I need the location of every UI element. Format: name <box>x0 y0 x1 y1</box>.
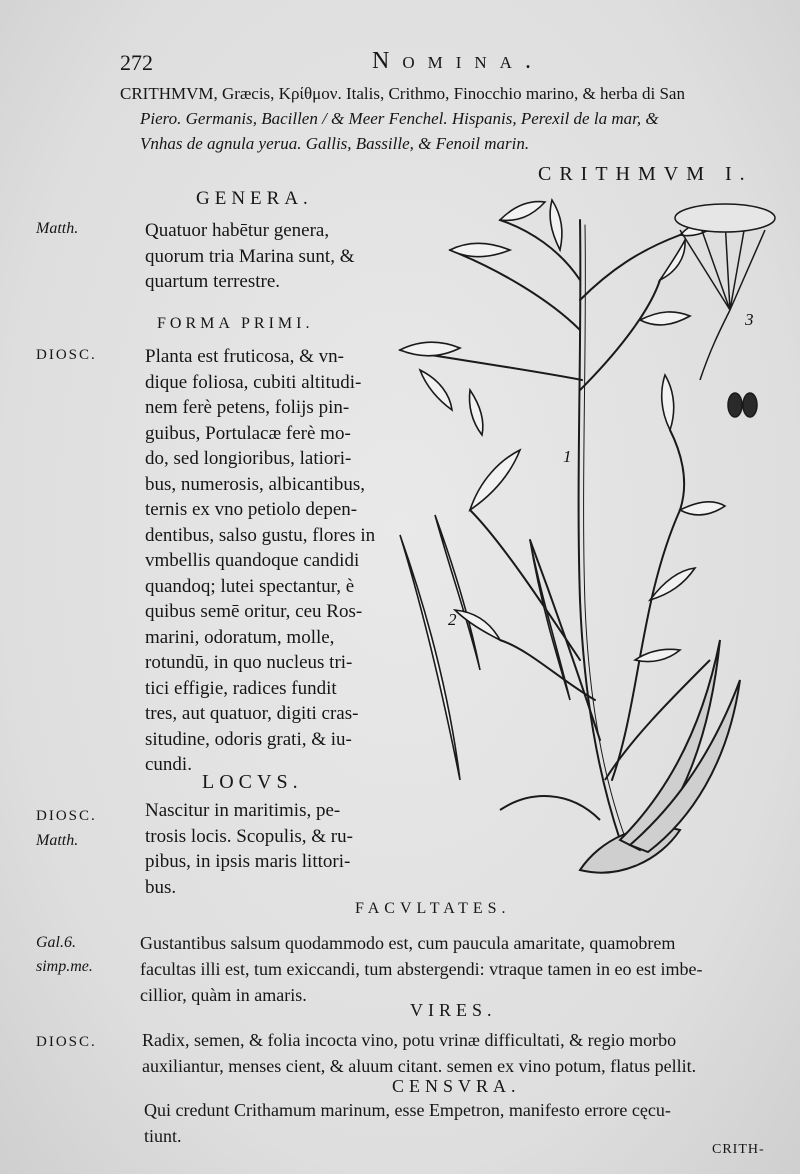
text-line: dentibus, salso gustu, flores in <box>145 524 376 546</box>
branch <box>450 250 580 330</box>
leaf <box>420 370 452 410</box>
text-line: facultas illi est, tum exiccandi, tum abstergendi: vtraque tamen in eo est imbe- <box>140 959 703 979</box>
branch <box>580 280 660 390</box>
leaf <box>662 375 674 430</box>
margin-note-vires: DIOSC. <box>36 1034 97 1050</box>
censura-text <box>144 1097 671 1149</box>
seed <box>728 393 742 417</box>
names-entry-line-1: CRITHMVM, Græcis, Κρίθμον. Italis, Crithmo, Finocchio marino, & herba di San <box>120 84 685 103</box>
umbel-flowers <box>675 204 775 232</box>
genera-text <box>145 218 355 295</box>
forma-primi-text <box>145 344 375 778</box>
figure-label-1: 1 <box>563 447 572 466</box>
text-line: bus. <box>145 876 177 898</box>
leaf <box>400 342 460 356</box>
text-line: situdine, odoris grati, & iu- <box>145 728 352 750</box>
section-heading-locus: LOCVS. <box>202 771 303 793</box>
margin-note-facultates-1: Gal.6. <box>36 934 76 951</box>
text-line: Nascitur in maritimis, pe- <box>145 800 341 821</box>
margin-note-locus-2: Matth. <box>36 832 79 849</box>
text-line: Radix, semen, & folia incocta vino, potu vrinæ difficultati, & regio morbo <box>142 1030 677 1050</box>
page-number: 272 <box>120 50 153 75</box>
branch <box>530 540 600 740</box>
text-line: Quatuor habētur genera, <box>145 220 330 241</box>
text-line: bus, numerosis, albicantibus, <box>145 473 366 495</box>
text-line: Gustantibus salsum quodammodo est, cum paucula amaritate, quamobrem <box>140 933 676 953</box>
leaf <box>550 200 562 250</box>
locus-text <box>145 798 353 900</box>
leaf <box>680 502 725 515</box>
text-line: ternis ex vno petiolo depen- <box>145 499 358 520</box>
section-heading-forma-primi: FORMA PRIMI. <box>157 315 314 332</box>
text-line: Qui credunt Crithamum marinum, esse Empetron, manifesto errore cęcu- <box>144 1100 671 1120</box>
text-line: do, sed longioribus, latiori- <box>145 448 352 469</box>
text-line: vmbellis quandoque candidi <box>145 550 360 571</box>
leaf <box>435 515 480 670</box>
running-head: Nomina. <box>372 48 544 74</box>
leaf <box>660 240 685 280</box>
text-line: nem ferè petens, folijs pin- <box>145 397 350 418</box>
text-line: quorum tria Marina sunt, & <box>145 245 355 267</box>
text-line: pibus, in ipsis maris littori- <box>145 851 351 872</box>
branch <box>580 235 680 300</box>
figure-title: CRITHMVM I. <box>538 163 753 185</box>
text-line: cillior, quàm in amaris. <box>140 985 307 1005</box>
text-line: auxiliantur, menses cient, & aluum citant. semen ex vino potum, flatus pellit. <box>142 1056 697 1076</box>
margin-note-locus-1: DIOSC. <box>36 808 97 824</box>
branch <box>470 510 580 660</box>
margin-note-facultates-2: simp.me. <box>36 958 93 975</box>
text-line: trosis locis. Scopulis, & ru- <box>145 825 353 847</box>
figure-label-2: 2 <box>448 610 457 629</box>
branch <box>612 510 680 780</box>
text-line: quibus semē oritur, ceu Ros- <box>145 601 363 622</box>
branch <box>500 640 595 700</box>
text-line: tici effigie, radices fundit <box>145 677 337 699</box>
catchword: CRITH- <box>712 1142 765 1157</box>
leaf <box>470 450 520 510</box>
text-line: marini, odoratum, molle, <box>145 626 335 648</box>
margin-note-forma: DIOSC. <box>36 347 97 363</box>
text-line: cundi. <box>145 754 192 775</box>
facultates-text <box>140 930 703 1008</box>
leaf <box>470 390 483 435</box>
section-heading-genera: GENERA. <box>196 188 313 209</box>
figure-label-3: 3 <box>745 310 754 329</box>
text-line: tres, aut quatuor, digiti cras- <box>145 703 359 724</box>
vires-text <box>142 1027 696 1079</box>
text-line: quartum terrestre. <box>145 271 281 292</box>
text-line: guibus, Portulacæ ferè mo- <box>145 422 351 444</box>
umbel-stalk <box>700 310 730 380</box>
section-heading-vires: VIRES. <box>410 1000 497 1020</box>
text-line: dique foliosa, cubiti altitudi- <box>145 371 362 393</box>
leaf <box>530 540 570 700</box>
text-line: quandoq; lutei spectantur, è <box>145 575 355 597</box>
crithmum-woodcut-illustration <box>380 180 780 900</box>
text-line: Planta est fruticosa, & vn- <box>145 346 344 367</box>
section-heading-facultates: FACVLTATES. <box>355 900 511 917</box>
margin-note-genera: Matth. <box>36 220 79 237</box>
branch <box>670 430 684 510</box>
leaf <box>650 568 695 600</box>
leaf <box>500 202 545 221</box>
root <box>500 796 600 820</box>
seed <box>743 393 757 417</box>
leaf <box>455 610 500 640</box>
leaf <box>640 312 690 325</box>
text-line: tiunt. <box>144 1126 182 1146</box>
names-entry-line-2: Piero. Germanis, Bacillen / & Meer Fenchel. Hispanis, Perexil de la mar, & <box>140 109 659 128</box>
names-entry-line-3: Vnhas de agnula yerua. Gallis, Bassille, & Fenoil marin. <box>140 134 530 153</box>
text-line: rotundū, in quo nucleus tri- <box>145 652 353 673</box>
section-heading-censura: CENSVRA. <box>392 1076 521 1096</box>
